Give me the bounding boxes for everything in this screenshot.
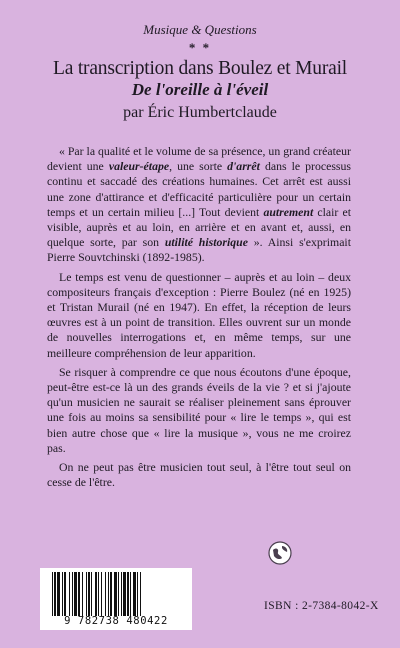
barcode [40,568,192,630]
blurb-paragraph-1: « Par la qualité et le volume de sa présence, un grand créateur devient une valeur-étape, une sorte d'arrêt dans le processus continu et saccadé des créations humaines. Cet arrêt est aussi une zone d'attirance et d'efficacité particulière pour un certain temps et un certain milieu [...] Tout devient autrement clair et visible, auprès et au loin, en arrière et en avant et, aussi, en quelque sorte, par son utilité historique ». Ainsi s'exprimait Pierre Souvtchinski (1892-1985). [47,144,352,265]
series-stars: * * [188,40,212,55]
series-name: Musique & Questions [143,22,257,37]
isbn: ISBN : 2-7384-8042-X [264,600,379,612]
blurb-paragraph-4: On ne peut pas être musicien tout seul, à l'être tout seul on cesse de l'être. [47,460,351,490]
blurb [47,144,351,494]
barcode-bars [52,572,180,616]
blurb-paragraph-2: Le temps est venu de questionner – auprès et au loin – deux compositeurs français d'exception : Pierre Boulez (né en 1925) et Tristan Murail (né en 1947). En effet, la réception de leurs œuvres est à un point de transition. Elles ouvrent sur un monde de nouvelles interrogations et, en même temps, sur une meilleure compréhension de leur apparition. [47,269,351,360]
book-author: par Éric Humbertclaude [123,104,277,121]
book-title: La transcription dans Boulez et Murail [52,58,348,79]
book-subtitle: De l'oreille à l'éveil [131,80,269,99]
blurb-paragraph-3: Se risquer à comprendre ce que nous écoutons d'une époque, peut-être est-ce là un des grands éveils de la vie ? et si j'ajoute qu'un musicien ne saurait se réaliser pleinement sans éprouver une fois au moins sa sensibilité pour « lire le temps », qui est bien autre chose que « lire la musique », vous ne me croirez pas. [47,364,351,455]
barcode-number: 9 782738 480422 [64,615,168,627]
publisher-globe-icon [267,540,293,566]
